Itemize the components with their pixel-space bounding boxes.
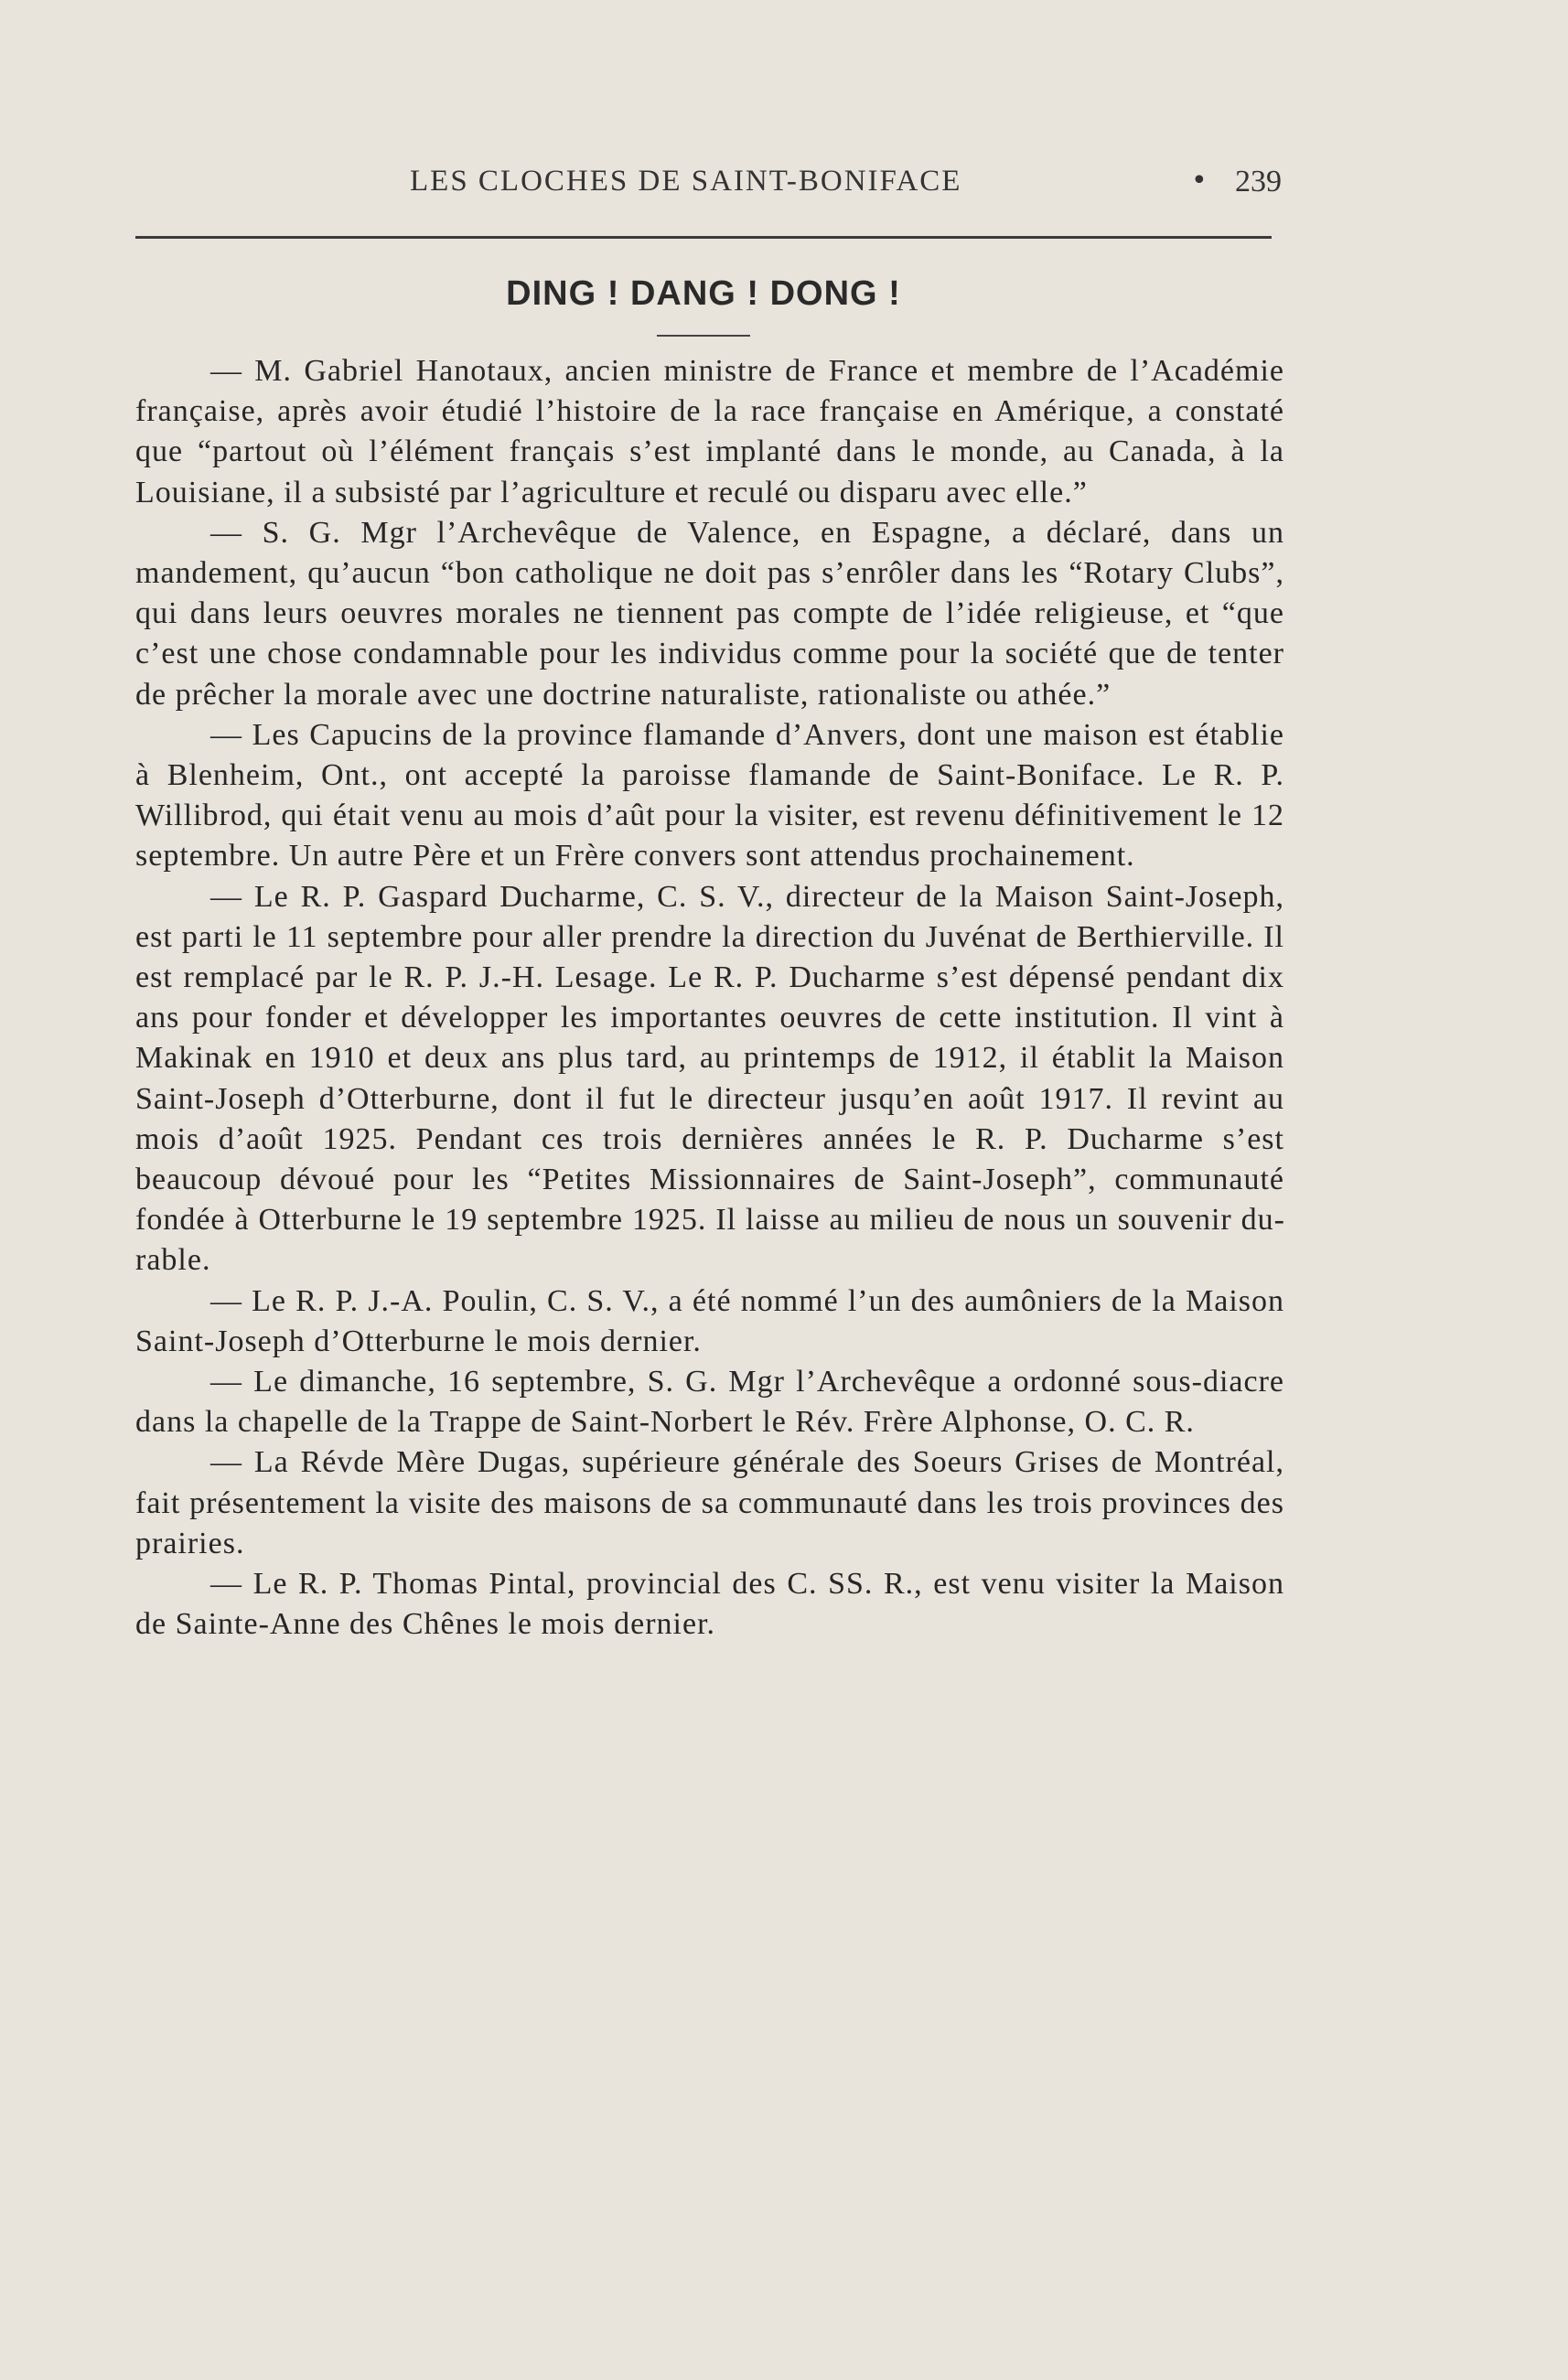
news-item-hanotaux: — M. Gabriel Hanotaux, ancien ministre de France et membre de l’Académie française, après avoir étudié l’histoire de la race française en Amérique, a constaté que “partout où l’élément français s’est implanté dans le monde, au Canada, à la Louisiane, il a subsisté par l’agriculture et reculé ou disparu avec elle.”: [135, 354, 1284, 509]
running-head: [135, 165, 1282, 210]
news-item-poulin: — Le R. P. J.-A. Poulin, C. S. V., a été nommé l’un des aumôniers de la Maison Saint-Joseph d’Otterburne le mois dernier.: [135, 1283, 1284, 1358]
news-item-capucins: — Les Capucins de la province flamande d’Anvers, dont une maison est établie à Blenheim, Ont., ont accepté la paroisse flamande de Saint-Boniface. Le R. P. Willibrod, qui était venu au mois d’aût pour la visiter, est revenu définitivement le 12 septembre. Un autre Père et un Frère convers sont attendus prochainement.: [135, 717, 1284, 874]
news-item-pintal: — Le R. P. Thomas Pintal, provincial des C. SS. R., est venu visiter la Maison de Sainte-Anne des Chênes le mois dernier.: [135, 1567, 1284, 1642]
news-item-valence: — S. G. Mgr l’Archevêque de Valence, en Espagne, a déclaré, dans un mandement, qu’aucun “bon catholique ne doit pas s’enrôler dans les “Rotary Clubs”, qui dans leurs oeuvres morales ne tiennent pas compte de l’idée religieuse, et “que c’est une chose condamnable pour les individus comme pour la société que de tenter de prêcher la morale avec une doctrine naturaliste, rationaliste ou athée.”: [135, 515, 1284, 712]
news-item-dugas: — La Révde Mère Dugas, supérieure générale des Soeurs Grises de Montréal, fait présentement la visite des maisons de sa communauté dans les trois provinces des prairies.: [135, 1445, 1284, 1560]
title-rule: [657, 335, 750, 337]
running-head-title: LES CLOCHES DE SAINT-BONIFACE: [410, 165, 962, 198]
page-number: 239: [1235, 165, 1282, 198]
article-title: DING ! DANG ! DONG !: [506, 274, 901, 313]
news-item-ordination: — Le dimanche, 16 septembre, S. G. Mgr l’Archevêque a ordonné sous-diacre dans la chapelle de la Trappe de Saint-Norbert le Rév. Frère Alphonse, O. C. R.: [135, 1365, 1284, 1440]
article-body: [135, 351, 1284, 1646]
running-head-separator: •: [1191, 165, 1208, 197]
news-item-ducharme: — Le R. P. Gaspard Ducharme, C. S. V., directeur de la Maison Saint-Joseph, est parti le 11 septembre pour aller prendre la direction du Juvénat de Berthierville. Il est remplacé par le R. P. J.-H. Lesage. Le R. P. Ducharme s’est dépensé pendant dix ans pour fonder et développer les importantes oeuvres de cette institution. Il vint à Makinak en 1910 et deux ans plus tard, au printemps de 1912, il établit la Maison Saint-Joseph d’Otterburne, dont il fut le directeur jusqu’en août 1917. Il revint au mois d’août 1925. Pendant ces trois dernières années le R. P. Ducharme s’est beaucoup dévoué pour les “Petites Missionnaires de Saint-Joseph”, communauté fondée à Otterburne le 19 septembre 1925. Il laisse au milieu de nous un souvenir durable.: [135, 879, 1284, 1278]
header-rule: [135, 236, 1272, 239]
